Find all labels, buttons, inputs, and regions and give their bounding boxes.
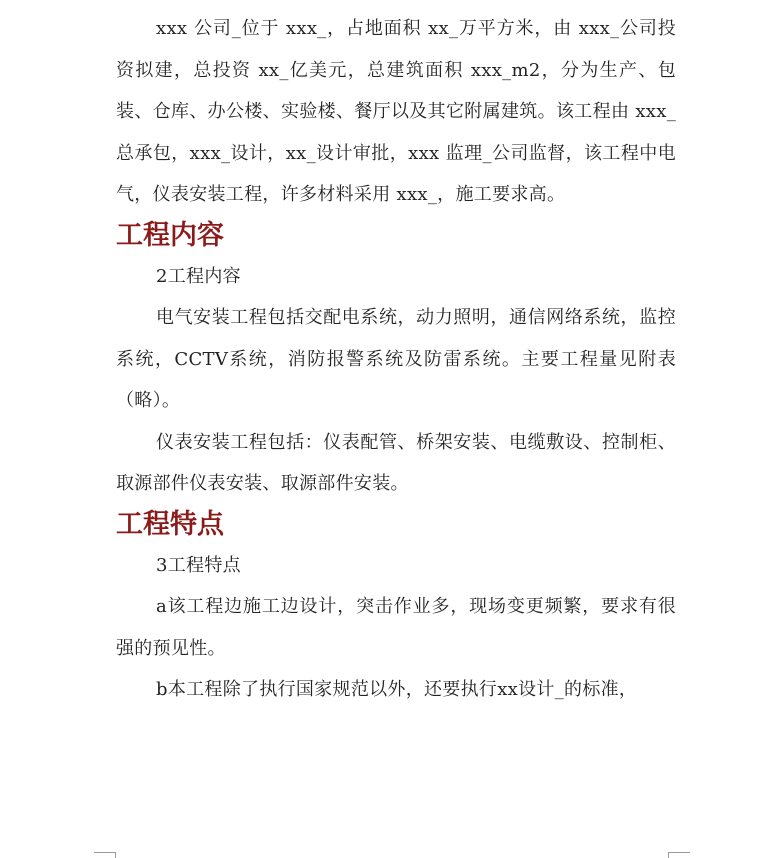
- document-body: [116, 8, 676, 711]
- section-heading-project-features: 工程特点: [116, 508, 224, 540]
- paragraph-electrical-installation: 电气安装工程包括交配电系统，动力照明，通信网络系统，监控系统，CCTV系统，消防报警系统及防雷系统。主要工程量见附表（略）。: [116, 307, 676, 411]
- paragraph-feature-b: b本工程除了执行国家规范以外，还要执行xx设计_的标准，: [156, 679, 638, 700]
- paragraph-instrument-installation: 仪表安装工程包括：仪表配管、桥架安装、电缆敷设、控制柜、取源部件仪表安装、取源部件安装。: [116, 431, 676, 494]
- subheading-project-content: 2工程内容: [156, 265, 241, 287]
- intro-paragraph: xxx 公司_位于 xxx_，占地面积 xx_万平方米，由 xxx_公司投资拟建，总投资 xx_亿美元，总建筑面积 xxx_m2，分为生产、包装、仓库、办公楼、实验楼、餐厅以及其它附属建筑。该工程由 xxx_总承包，xxx_设计，xx_设计审批，xxx 监理_公司监督，该工程中电气，仪表安装工程，许多材料采用 xxx_，施工要求高。: [116, 18, 676, 205]
- page-corner-mark-left: [94, 852, 116, 853]
- page-corner-mark-right: [668, 852, 690, 853]
- paragraph-feature-a: a该工程边施工边设计，突击作业多，现场变更频繁，要求有很强的预见性。: [116, 596, 676, 659]
- subheading-project-features: 3工程特点: [156, 554, 241, 576]
- section-heading-project-content: 工程内容: [116, 219, 224, 251]
